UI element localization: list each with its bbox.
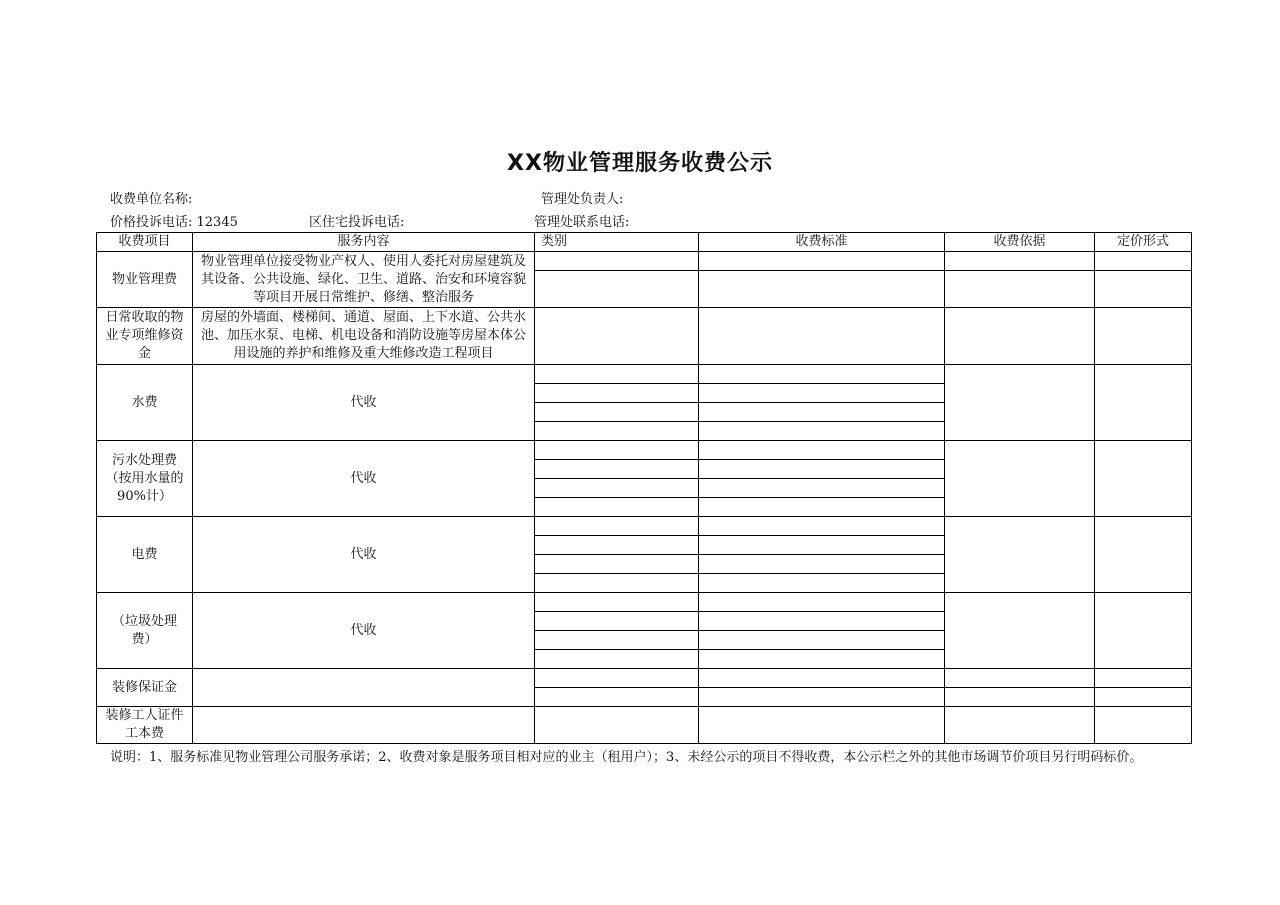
table-row [97,365,1192,384]
table-row [97,669,1192,688]
category-cell [535,612,699,631]
service-content: 代收 [193,441,535,517]
standard-cell [699,574,945,593]
standard-cell [699,403,945,422]
table-row [97,252,1192,271]
standard-cell [699,536,945,555]
basis-cell [945,593,1095,669]
category-cell [535,403,699,422]
category-cell [535,498,699,517]
standard-cell [699,593,945,612]
standard-cell [699,479,945,498]
fee-item: 装修工人证件工本费 [97,707,193,744]
column-header: 收费项目 [97,233,193,252]
basis-cell [945,252,1095,271]
standard-cell [699,631,945,650]
price-hotline-label: 价格投诉电话: 12345 [110,215,238,230]
office-phone-label: 管理处联系电话: [534,215,630,230]
category-cell [535,479,699,498]
basis-cell [945,669,1095,688]
fee-item: 日常收取的物业专项维修资金 [97,308,193,365]
standard-cell [699,252,945,271]
standard-cell [699,365,945,384]
table-row [97,517,1192,536]
category-cell [535,669,699,688]
column-header: 收费依据 [945,233,1095,252]
pricing-form-cell [1095,271,1192,308]
table-row [97,593,1192,612]
column-header: 服务内容 [193,233,535,252]
service-content [193,707,535,744]
basis-cell [945,707,1095,744]
standard-cell [699,441,945,460]
column-header: 定价形式 [1095,233,1192,252]
category-cell [535,460,699,479]
service-content: 代收 [193,365,535,441]
category-cell [535,650,699,669]
category-cell [535,536,699,555]
manager-label: 管理处负责人: [541,192,624,207]
category-cell [535,384,699,403]
pricing-form-cell [1095,593,1192,669]
pricing-form-cell [1095,669,1192,688]
category-cell [535,271,699,308]
basis-cell [945,688,1095,707]
fee-item: 污水处理费（按用水量的90%计） [97,441,193,517]
standard-cell [699,707,945,744]
category-cell [535,574,699,593]
category-cell [535,555,699,574]
pricing-form-cell [1095,517,1192,593]
fee-item: （垃圾处理费） [97,593,193,669]
table-header-row [97,233,1192,252]
pricing-form-cell [1095,441,1192,517]
standard-cell [699,271,945,308]
basis-cell [945,517,1095,593]
category-cell [535,688,699,707]
standard-cell [699,555,945,574]
category-cell [535,593,699,612]
fee-table [96,232,1192,744]
district-hotline-label: 区住宅投诉电话: [309,215,405,230]
pricing-form-cell [1095,365,1192,441]
category-cell [535,631,699,650]
footnote: 说明：1、服务标准见物业管理公司服务承诺；2、收费对象是服务项目相对应的业主（租用户）；3、未经公示的项目不得收费，本公示栏之外的其他市场调节价项目另行明码标价。 [110,750,1143,765]
category-cell [535,252,699,271]
category-cell [535,308,699,365]
service-content: 房屋的外墙面、楼梯间、通道、屋面、上下水道、公共水池、加压水泵、电梯、机电设备和消防设施等房屋本体公用设施的养护和维修及重大维修改造工程项目 [193,308,535,365]
table-row [97,308,1192,365]
fee-item: 装修保证金 [97,669,193,707]
pricing-form-cell [1095,707,1192,744]
standard-cell [699,650,945,669]
standard-cell [699,517,945,536]
pricing-form-cell [1095,308,1192,365]
fee-item: 水费 [97,365,193,441]
category-cell [535,441,699,460]
service-content: 物业管理单位接受物业产权人、使用人委托对房屋建筑及其设备、公共设施、绿化、卫生、道路、治安和环境容貌等项目开展日常维护、修缮、整治服务 [193,252,535,308]
column-header: 类别 [535,233,699,252]
fee-item: 电费 [97,517,193,593]
standard-cell [699,384,945,403]
basis-cell [945,308,1095,365]
category-cell [535,707,699,744]
fee-item: 物业管理费 [97,252,193,308]
service-content: 代收 [193,517,535,593]
standard-cell [699,669,945,688]
column-header: 收费标准 [699,233,945,252]
standard-cell [699,308,945,365]
pricing-form-cell [1095,252,1192,271]
category-cell [535,517,699,536]
category-cell [535,422,699,441]
service-content [193,669,535,707]
standard-cell [699,498,945,517]
table-row [97,707,1192,744]
standard-cell [699,422,945,441]
standard-cell [699,612,945,631]
category-cell [535,365,699,384]
service-content: 代收 [193,593,535,669]
basis-cell [945,271,1095,308]
table-row [97,441,1192,460]
basis-cell [945,441,1095,517]
unit-label: 收费单位名称: [110,192,193,207]
basis-cell [945,365,1095,441]
pricing-form-cell [1095,688,1192,707]
page-title: XX物业管理服务收费公示 [507,151,773,176]
standard-cell [699,460,945,479]
standard-cell [699,688,945,707]
